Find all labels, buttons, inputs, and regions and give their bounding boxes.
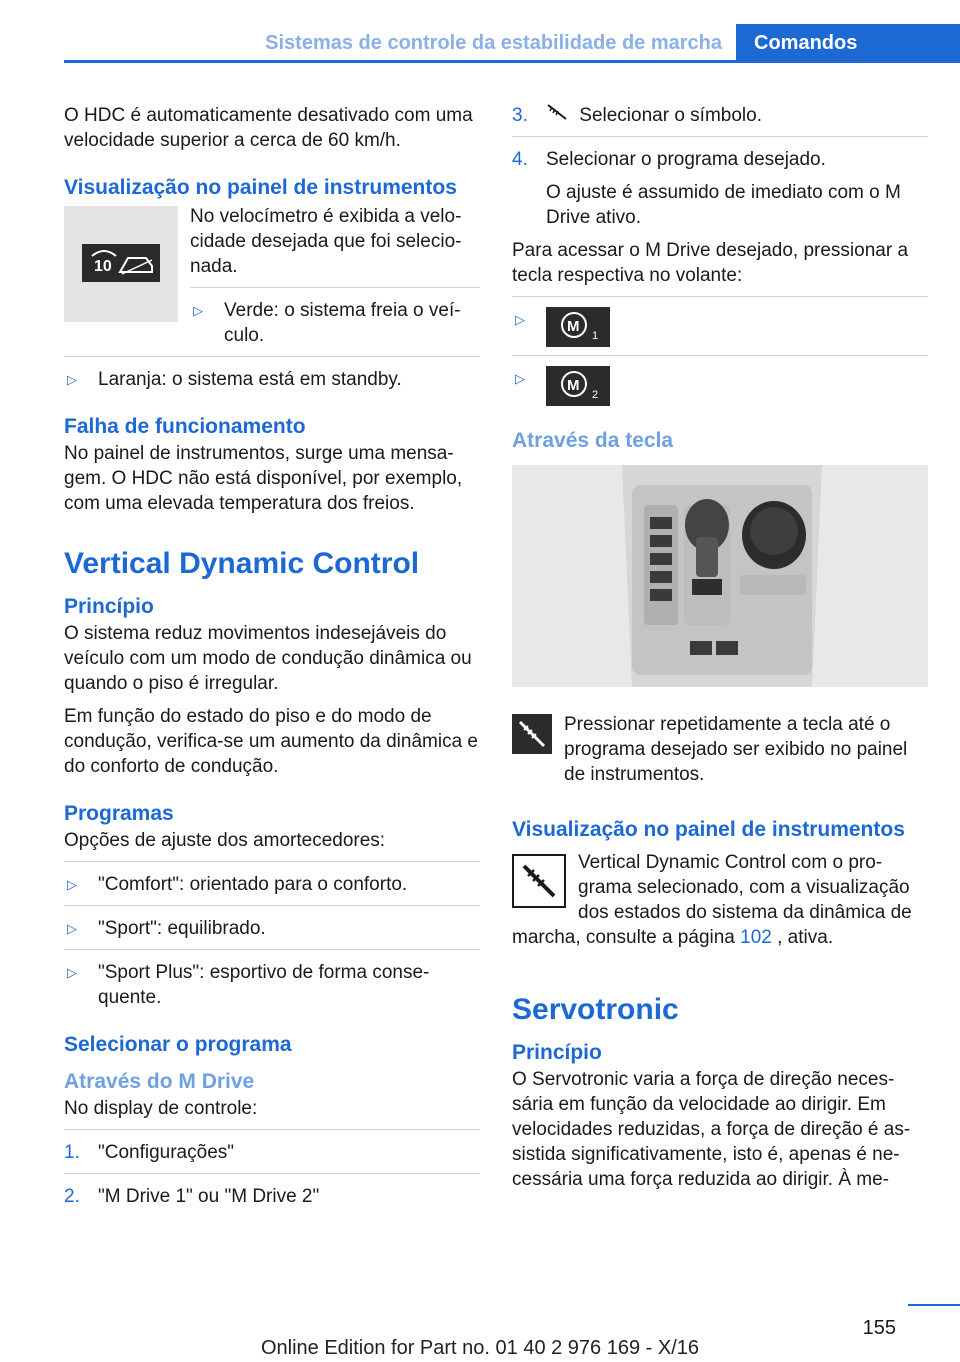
page-number: 155 (862, 1317, 896, 1339)
list-item: ▷ Laranja: o sistema está em standby. (67, 369, 402, 390)
paragraph: O ajuste é assumido de imediato com o M Drive ativo. (546, 182, 901, 229)
paragraph: O Servotronic varia a força de direção necessária em função da velocidade ao dirigir. Em velocidades reduzidas, a força de direção é assistida significativamente, isto é, apenas é necessária uma força reduzida ao dirigir. À me- (512, 1069, 911, 1191)
running-header-tab: Comandos (736, 24, 960, 63)
list-item (512, 307, 928, 347)
paragraph: Para acessar o M Drive desejado, pressionar a tecla respectiva no volante: (512, 240, 909, 287)
section-title: Vertical Dynamic Control (64, 547, 420, 580)
paragraph: O sistema reduz movimentos indesejáveis do veículo com um modo de condução dinâmica ou quando o piso é irregular. (64, 623, 472, 694)
paragraph: No display de controle: (64, 1098, 258, 1119)
list-item: ▷ "Sport Plus": esportivo de forma consequente. (67, 962, 430, 1008)
triangle-bullet-icon: ▷ (515, 371, 525, 387)
subheading: Através do M Drive (64, 1070, 255, 1093)
svg-text:M: M (567, 377, 580, 395)
triangle-bullet-icon: ▷ (67, 921, 77, 936)
hdc-display-icon (64, 206, 178, 329)
heading: Visualização no painel de instrumentos (512, 818, 905, 842)
right-column (512, 103, 928, 1200)
footer-edition: Online Edition for Part no. 01 40 2 976 169 - X/16 (260, 1337, 700, 1359)
triangle-bullet-icon: ▷ (515, 312, 525, 328)
svg-text:1: 1 (592, 330, 599, 343)
step-number: 3. (512, 105, 528, 126)
left-column (64, 103, 480, 1217)
paragraph: Opções de ajuste dos amortecedores: (64, 830, 386, 851)
speed-value-text: 10 (94, 258, 112, 275)
paragraph: No velocímetro é exibida a velocidade desejada que foi selecionada. (190, 206, 462, 277)
triangle-bullet-icon: ▷ (67, 965, 77, 980)
list-item: 2. "M Drive 1" ou "M Drive 2" (64, 1186, 320, 1207)
list-item: 4. Selecionar o programa desejado. (512, 149, 826, 171)
heading: Visualização no painel de instrumentos (64, 176, 457, 199)
list-item: 1. "Configurações" (64, 1142, 235, 1163)
list-item (512, 366, 928, 406)
list-item: ▷ "Comfort": orientado para o conforto. (67, 874, 408, 895)
triangle-bullet-icon: ▷ (67, 877, 77, 892)
m2-button-icon (546, 366, 610, 413)
step-number: 1. (64, 1142, 80, 1163)
heading: Programas (64, 802, 174, 825)
m1-button-icon (546, 307, 610, 354)
step-number: 2. (64, 1186, 80, 1207)
heading: Princípio (512, 1041, 602, 1065)
vdc-display-icon (512, 854, 566, 915)
list-item: ▷ Verde: o sistema freia o veículo. (193, 300, 461, 346)
footer-rule (908, 1304, 960, 1306)
triangle-bullet-icon: ▷ (67, 372, 77, 387)
paragraph: Vertical Dynamic Control com o programa selecionado, com a visualização dos estados do sistema da dinâmica de marcha, consulte a página 102 , ativa. (512, 852, 912, 949)
subheading: Através da tecla (512, 429, 674, 453)
heading: Selecionar o programa (64, 1033, 292, 1056)
heading: Falha de funcionamento (64, 415, 306, 438)
svg-text:M: M (567, 318, 580, 336)
paragraph: Pressionar repetidamente a tecla até o programa desejado ser exibido no painel de instrumentos. (564, 714, 908, 786)
section-title: Servotronic (512, 993, 679, 1027)
running-header-section: Sistemas de controle da estabilidade de marcha (265, 32, 722, 54)
vdc-button-icon (512, 714, 552, 761)
header-rule (64, 60, 960, 63)
center-console-photo (512, 465, 928, 694)
list-item: 3. Selecionar o símbolo. (512, 103, 928, 128)
svg-text:2: 2 (592, 389, 599, 402)
shock-absorber-icon (546, 103, 568, 128)
paragraph: No painel de instrumentos, surge uma mensagem. O HDC não está disponível, por exemplo, com uma elevada temperatura dos freios. (64, 443, 463, 514)
heading: Princípio (64, 595, 154, 618)
page-reference-link[interactable]: 102 (740, 927, 772, 949)
paragraph: O HDC é automaticamente desativado com uma velocidade superior a cerca de 60 km/h. (64, 105, 473, 151)
step-number: 4. (512, 149, 528, 171)
list-item: ▷ "Sport": equilibrado. (67, 918, 266, 939)
triangle-bullet-icon: ▷ (193, 303, 203, 318)
paragraph: Em função do estado do piso e do modo de condução, verifica-se um aumento da dinâmica e do conforto de condução. (64, 706, 479, 777)
